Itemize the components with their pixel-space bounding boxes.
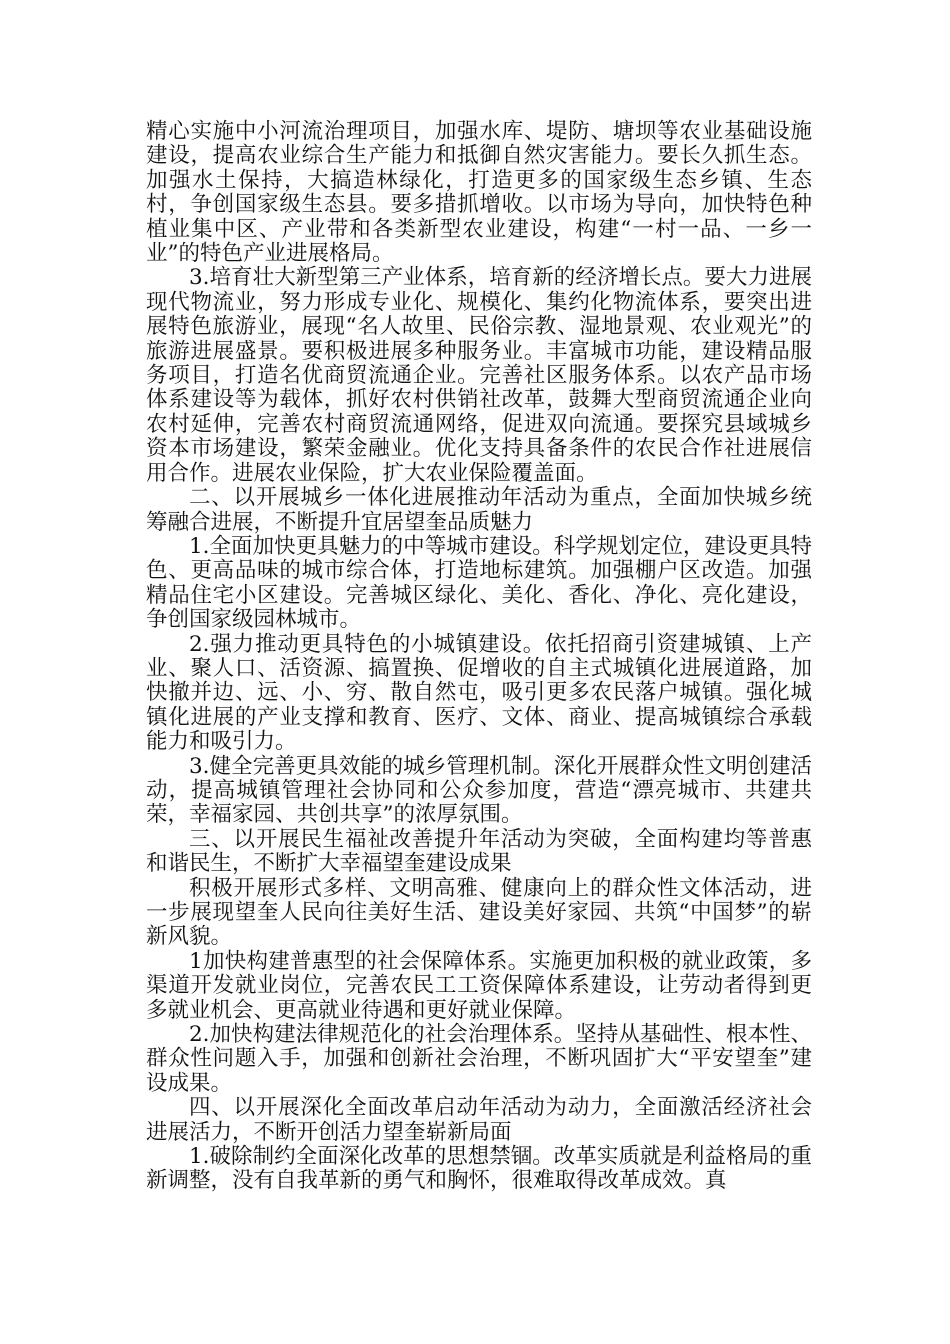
body-text <box>146 120 812 1194</box>
paragraph: 积极开展形式多样、文明高雅、健康向上的群众性文体活动，进一步展现望奎人民向往美好生活、建设美好家园、共筑“中国梦”的崭新风貌。 <box>146 875 812 950</box>
section-heading: 二、以开展城乡一体化进展推动年活动为重点，全面加快城乡统筹融合进展，不断提升宜居望奎品质魅力 <box>146 485 812 535</box>
paragraph: 1.全面加快更具魅力的中等城市建设。科学规划定位，建设更具特色、更高品味的城市综合体，打造地标建筑。加强棚户区改造。加强精品住宅小区建设。完善城区绿化、美化、香化、净化、亮化建设，争创国家级园林城市。 <box>146 533 812 633</box>
paragraph: 1加快构建普惠型的社会保障体系。实施更加积极的就业政策，多渠道开发就业岗位，完善农民工工资保障体系建设，让劳动者得到更多就业机会、更高就业待遇和更好就业保障。 <box>146 948 812 1023</box>
paragraph: 3.健全完善更具效能的城乡管理机制。深化开展群众性文明创建活动，提高城镇管理社会协同和公众参加度，营造“漂亮城市、共建共荣，幸福家园、共创共享”的浓厚氛围。 <box>146 753 812 828</box>
paragraph: 1.破除制约全面深化改革的思想禁锢。改革实质就是利益格局的重新调整，没有自我革新的勇气和胸怀，很难取得改革成效。真 <box>146 1144 812 1194</box>
paragraph: 2.强力推动更具特色的小城镇建设。依托招商引资建城镇、上产业、聚人口、活资源、搞置换、促增收的自主式城镇化进展道路，加快撤并边、远、小、穷、散自然屯，吸引更多农民落户城镇。强化城镇化进展的产业支撑和教育、医疗、文体、商业、提高城镇综合承载能力和吸引力。 <box>146 631 812 755</box>
section-heading: 三、以开展民生福祉改善提升年活动为突破，全面构建均等普惠和谐民生，不断扩大幸福望奎建设成果 <box>146 826 812 877</box>
paragraph: 精心实施中小河流治理项目，加强水库、堤防、塘坝等农业基础设施建设，提高农业综合生产能力和抵御自然灾害能力。要长久抓生态。加强水土保持，大搞造林绿化，打造更多的国家级生态乡镇、生态村，争创国家级生态县。要多措抓增收。以市场为导向，加快特色种植业集中区、产业带和各类新型农业建设，构建“一村一品、一乡一业”的特色产业进展格局。 <box>146 119 812 267</box>
paragraph: 2.加快构建法律规范化的社会治理体系。坚持从基础性、根本性、群众性问题入手，加强和创新社会治理，不断巩固扩大“平安望奎”建设成果。 <box>146 1022 812 1096</box>
paragraph: 3.培育壮大新型第三产业体系，培育新的经济增长点。要大力进展现代物流业，努力形成专业化、规模化、集约化物流体系，要突出进展特色旅游业，展现“名人故里、民俗宗教、湿地景观、农业观光”的旅游进展盛景。要积极进展多种服务业。丰富城市功能，建设精品服务项目，打造名优商贸流通企业。完善社区服务体系。以农产品市场体系建设等为载体，抓好农村供销社改革，鼓舞大型商贸流通企业向农村延伸，完善农村商贸流通网络，促进双向流通。要探究县域城乡资本市场建设，繁荣金融业。优化支持具备条件的农民合作社进展信用合作。进展农业保险，扩大农业保险覆盖面。 <box>146 265 812 486</box>
section-heading: 四、以开展深化全面改革启动年活动为动力，全面激活经济社会进展活力，不断开创活力望奎崭新局面 <box>146 1095 812 1145</box>
